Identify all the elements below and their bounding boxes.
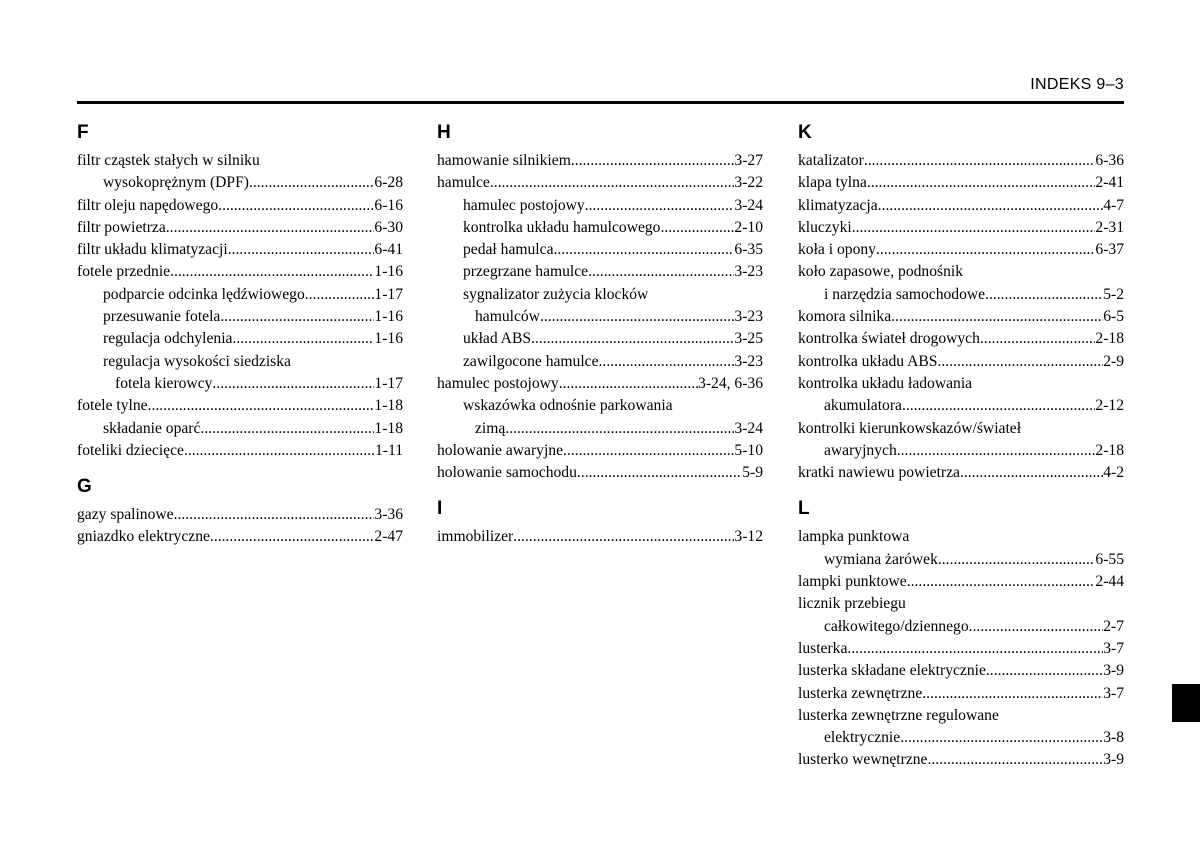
index-entry-text: regulacja wysokości siedziska: [103, 352, 291, 370]
dot-leader: [897, 440, 1096, 462]
index-entry-text: filtr układu klimatyzacji: [77, 241, 228, 259]
index-entry-text: składanie oparć: [103, 419, 201, 437]
index-entry-text: kratki nawiewu powietrza: [798, 464, 960, 482]
index-entry: [798, 217, 1124, 239]
index-entry-page: 6-36: [1095, 152, 1124, 169]
index-entry-text: pedał hamulca: [463, 241, 554, 259]
index-entry-text: kontrolka świateł drogowych: [798, 330, 980, 348]
index-entry-text: koła i opony: [798, 241, 876, 259]
index-entry-page: 3-8: [1103, 729, 1124, 747]
dot-leader: [986, 660, 1103, 682]
index-entry-text: hamulce: [437, 174, 490, 192]
index-entry-page: 2-10: [734, 218, 763, 236]
index-entry: [437, 526, 763, 548]
index-entry-page: 3-24: [734, 419, 763, 437]
dot-leader: [184, 440, 375, 462]
section-gap: [798, 484, 1124, 496]
index-entry: [77, 172, 403, 194]
index-entry: [798, 705, 1124, 727]
index-entry: [437, 328, 763, 350]
index-entry: [798, 462, 1124, 484]
dot-leader: [907, 571, 1096, 593]
index-entry-text: lampka punktowa: [798, 528, 910, 546]
index-entry-text: filtr powietrza: [77, 218, 166, 236]
index-entry-page: 2-18: [1095, 441, 1124, 459]
index-entry-page: 2-44: [1095, 573, 1124, 591]
index-entry: [798, 150, 1124, 172]
index-entry-page: 3-25: [734, 330, 763, 348]
section-letter: K: [798, 122, 812, 143]
index-entry: [77, 261, 403, 283]
index-entry-page: 1-18: [374, 397, 403, 415]
dot-leader: [563, 440, 734, 462]
index-entry: [77, 328, 403, 350]
index-entry-page: 5-2: [1103, 285, 1124, 303]
dot-leader: [922, 683, 1103, 705]
index-entry: [437, 172, 763, 194]
index-entry: [77, 217, 403, 239]
dot-leader: [577, 462, 742, 484]
index-entry-text: lusterka zewnętrzne regulowane: [798, 706, 999, 724]
index-entry-text: fotela kierowcy: [115, 374, 213, 392]
index-entry: [437, 239, 763, 261]
index-entry-page: 2-31: [1095, 218, 1124, 236]
index-entry-text: komora silnika: [798, 308, 892, 326]
index-entry-page: 1-16: [374, 330, 403, 348]
page-header-title: INDEKS 9–3: [1030, 76, 1124, 93]
index-entry-text: immobilizer: [437, 528, 514, 546]
section-letter: I: [437, 498, 443, 520]
index-entry: [798, 727, 1124, 749]
dot-leader: [210, 526, 374, 548]
index-entry-text: lusterka zewnętrzne: [798, 684, 923, 702]
section-gap: [77, 462, 403, 474]
dot-leader: [200, 418, 374, 440]
index-entry-page: 5-9: [742, 464, 763, 482]
index-entry: [437, 395, 763, 417]
index-entry: [798, 351, 1124, 373]
index-entry-text: kontrolki kierunkowskazów/świateł: [798, 419, 1022, 437]
section-letter: H: [437, 122, 451, 143]
index-entry-page: 6-37: [1095, 241, 1124, 259]
index-entry-page: 1-11: [374, 441, 403, 459]
index-entry-text: zimą: [475, 419, 506, 437]
index-entry-text: i narzędzia samochodowe: [824, 285, 986, 303]
section-letter: L: [798, 498, 810, 520]
index-entry-text: katalizator: [798, 152, 864, 169]
index-column-2: [437, 120, 763, 549]
index-entry-page: 1-18: [374, 419, 403, 437]
index-entry: [77, 284, 403, 306]
index-entry-text: lusterka składane elektrycznie: [798, 662, 986, 680]
index-entry: [798, 172, 1124, 194]
dot-leader: [559, 373, 698, 395]
index-entry-page: 3-23: [734, 352, 763, 370]
index-entry-text: podparcie odcinka lędźwiowego: [103, 285, 305, 303]
index-entry-page: 1-17: [374, 285, 403, 303]
index-entry-page: 5-10: [734, 441, 763, 459]
index-entry: [798, 239, 1124, 261]
index-entry: [77, 440, 403, 462]
index-entry-text: filtr cząstek stałych w silniku: [77, 152, 260, 169]
dot-leader: [876, 239, 1095, 261]
index-entry: [437, 373, 763, 395]
index-entry: [798, 616, 1124, 638]
index-entry: [437, 195, 763, 217]
index-entry: [77, 526, 403, 548]
dot-leader: [960, 462, 1103, 484]
index-column-1: [77, 120, 403, 549]
dot-leader: [852, 217, 1096, 239]
dot-leader: [232, 328, 374, 350]
index-entry-page: 2-41: [1095, 174, 1124, 192]
index-entry: [798, 195, 1124, 217]
index-entry-text: licznik przebiegu: [798, 595, 906, 613]
dot-leader: [938, 549, 1096, 571]
index-entry: [437, 217, 763, 239]
index-entry-text: zawilgocone hamulce: [463, 352, 599, 370]
index-entry-text: hamulców: [475, 308, 540, 326]
index-entry-page: 2-47: [374, 528, 403, 546]
index-entry: [798, 440, 1124, 462]
index-entry-text: regulacja odchylenia: [103, 330, 233, 348]
dot-leader: [148, 395, 375, 417]
index-entry-page: 6-35: [734, 241, 763, 259]
index-entry: [437, 261, 763, 283]
index-entry: [77, 150, 403, 172]
index-entry-page: 3-24: [734, 196, 763, 214]
index-entry-page: 6-28: [374, 174, 403, 192]
index-entry-text: koło zapasowe, podnośnik: [798, 263, 964, 281]
index-entry-page: 2-12: [1095, 397, 1124, 415]
dot-leader: [218, 195, 374, 217]
index-entry-page: 1-17: [374, 374, 403, 392]
dot-leader: [554, 239, 735, 261]
index-entry-text: wysokoprężnym (DPF): [103, 174, 249, 192]
dot-leader: [305, 284, 375, 306]
dot-leader: [864, 150, 1096, 172]
index-entry-text: holowanie awaryjne: [437, 441, 563, 459]
dot-leader: [490, 172, 735, 194]
index-entry: [437, 440, 763, 462]
index-entry-text: kluczyki: [798, 218, 852, 236]
index-entry-page: 6-55: [1095, 550, 1124, 568]
index-entry-page: 2-9: [1103, 352, 1124, 370]
index-entry-page: 1-16: [374, 308, 403, 326]
index-entry-page: 3-7: [1103, 639, 1124, 657]
index-entry-text: akumulatora: [824, 397, 902, 415]
index-entry-page: 6-41: [374, 241, 403, 259]
index-entry-text: elektrycznie: [824, 729, 901, 747]
index-entry-page: 6-16: [374, 196, 403, 214]
dot-leader: [513, 526, 734, 548]
index-entry-page: 3-23: [734, 263, 763, 281]
index-entry-text: lampki punktowe: [798, 573, 907, 591]
index-entry: [77, 239, 403, 261]
dot-leader: [505, 418, 734, 440]
index-entry-text: całkowitego/dziennego: [824, 617, 969, 635]
index-entry: [798, 749, 1124, 771]
index-entry-text: lusterka: [798, 639, 848, 657]
dot-leader: [878, 195, 1104, 217]
index-entry: [77, 195, 403, 217]
dot-leader: [531, 328, 734, 350]
index-entry: [798, 593, 1124, 615]
index-entry-text: kontrolka układu ładowania: [798, 374, 973, 392]
index-entry: [77, 395, 403, 417]
index-entry: [437, 284, 763, 306]
index-entry-text: fotele przednie: [77, 263, 171, 281]
index-entry-page: 3-12: [734, 528, 763, 546]
index-entry-text: wskazówka odnośnie parkowania: [463, 397, 673, 415]
dot-leader: [540, 306, 734, 328]
index-entry: [798, 373, 1124, 395]
index-entry-page: 4-7: [1103, 196, 1124, 214]
chapter-edge-tab: [1172, 684, 1200, 722]
index-entry-page: 6-30: [374, 218, 403, 236]
index-entry: [77, 373, 403, 395]
index-entry-page: 3-7: [1103, 684, 1124, 702]
index-entry-text: przegrzane hamulce: [463, 263, 589, 281]
index-entry-page: 1-16: [374, 263, 403, 281]
index-entry: [798, 571, 1124, 593]
index-entry-text: holowanie samochodu: [437, 464, 577, 482]
index-entry-page: 3-27: [734, 152, 763, 169]
dot-leader: [220, 306, 374, 328]
index-entry-text: przesuwanie fotela: [103, 308, 221, 326]
index-entry: [437, 306, 763, 328]
index-entry-page: 3-22: [734, 174, 763, 192]
dot-leader: [585, 195, 735, 217]
index-entry: [798, 660, 1124, 682]
dot-leader: [985, 284, 1103, 306]
index-entry: [437, 150, 763, 172]
index-entry-text: gniazdko elektryczne: [77, 528, 210, 546]
index-entry: [798, 284, 1124, 306]
index-entry-text: hamowanie silnikiem: [437, 152, 571, 169]
index-entry-page: 3-23: [734, 308, 763, 326]
index-entry: [437, 418, 763, 440]
index-entry-text: lusterko wewnętrzne: [798, 751, 928, 769]
index-entry: [798, 306, 1124, 328]
dot-leader: [902, 395, 1095, 417]
index-entry: [798, 683, 1124, 705]
index-entry-text: awaryjnych: [824, 441, 897, 459]
dot-leader: [599, 351, 735, 373]
index-entry: [798, 418, 1124, 440]
index-entry-text: gazy spalinowe: [77, 506, 174, 524]
index-entry-page: 2-7: [1103, 617, 1124, 635]
index-column-3: [798, 120, 1124, 772]
dot-leader: [212, 373, 374, 395]
index-entry: [798, 395, 1124, 417]
index-entry-page: 3-36: [374, 506, 403, 524]
dot-leader: [588, 261, 734, 283]
index-entry-page: 3-9: [1103, 751, 1124, 769]
dot-leader: [847, 638, 1103, 660]
dot-leader: [228, 239, 375, 261]
index-entry: [798, 328, 1124, 350]
header-rule: [77, 101, 1124, 104]
index-entry: [798, 261, 1124, 283]
index-entry-text: filtr oleju napędowego: [77, 196, 219, 214]
index-entry-text: kontrolka układu hamulcowego: [463, 218, 661, 236]
index-entry-page: 4-2: [1103, 464, 1124, 482]
index-entry-text: klapa tylna: [798, 174, 867, 192]
section-letter: G: [77, 476, 92, 498]
index-entry: [437, 351, 763, 373]
dot-leader: [660, 217, 734, 239]
index-entry-text: foteliki dziecięce: [77, 441, 184, 459]
index-entry-text: wymiana żarówek: [824, 550, 938, 568]
index-entry: [77, 306, 403, 328]
dot-leader: [937, 351, 1103, 373]
index-entry-text: sygnalizator zużycia klocków: [463, 285, 649, 303]
dot-leader: [927, 749, 1103, 771]
index-entry-text: kontrolka układu ABS: [798, 352, 938, 370]
index-entry: [77, 418, 403, 440]
index-entry-text: fotele tylne: [77, 397, 148, 415]
index-entry-text: hamulec postojowy: [463, 196, 585, 214]
dot-leader: [891, 306, 1103, 328]
index-entry: [77, 504, 403, 526]
index-entry: [437, 462, 763, 484]
index-entry-page: 6-5: [1103, 308, 1124, 326]
index-entry-text: klimatyzacja: [798, 196, 878, 214]
index-entry-text: hamulec postojowy: [437, 374, 559, 392]
dot-leader: [174, 504, 375, 526]
index-entry-text: układ ABS: [463, 330, 532, 348]
index-entry-page: 3-24, 6-36: [698, 374, 763, 392]
index-entry: [77, 351, 403, 373]
index-entry: [798, 549, 1124, 571]
dot-leader: [170, 261, 374, 283]
dot-leader: [571, 150, 735, 172]
dot-leader: [867, 172, 1096, 194]
dot-leader: [980, 328, 1096, 350]
section-gap: [437, 484, 763, 496]
dot-leader: [166, 217, 375, 239]
dot-leader: [249, 172, 374, 194]
index-entry: [798, 526, 1124, 548]
section-letter: F: [77, 122, 89, 143]
dot-leader: [900, 727, 1103, 749]
dot-leader: [969, 616, 1104, 638]
index-entry-page: 2-18: [1095, 330, 1124, 348]
index-entry: [798, 638, 1124, 660]
index-entry-page: 3-9: [1103, 662, 1124, 680]
